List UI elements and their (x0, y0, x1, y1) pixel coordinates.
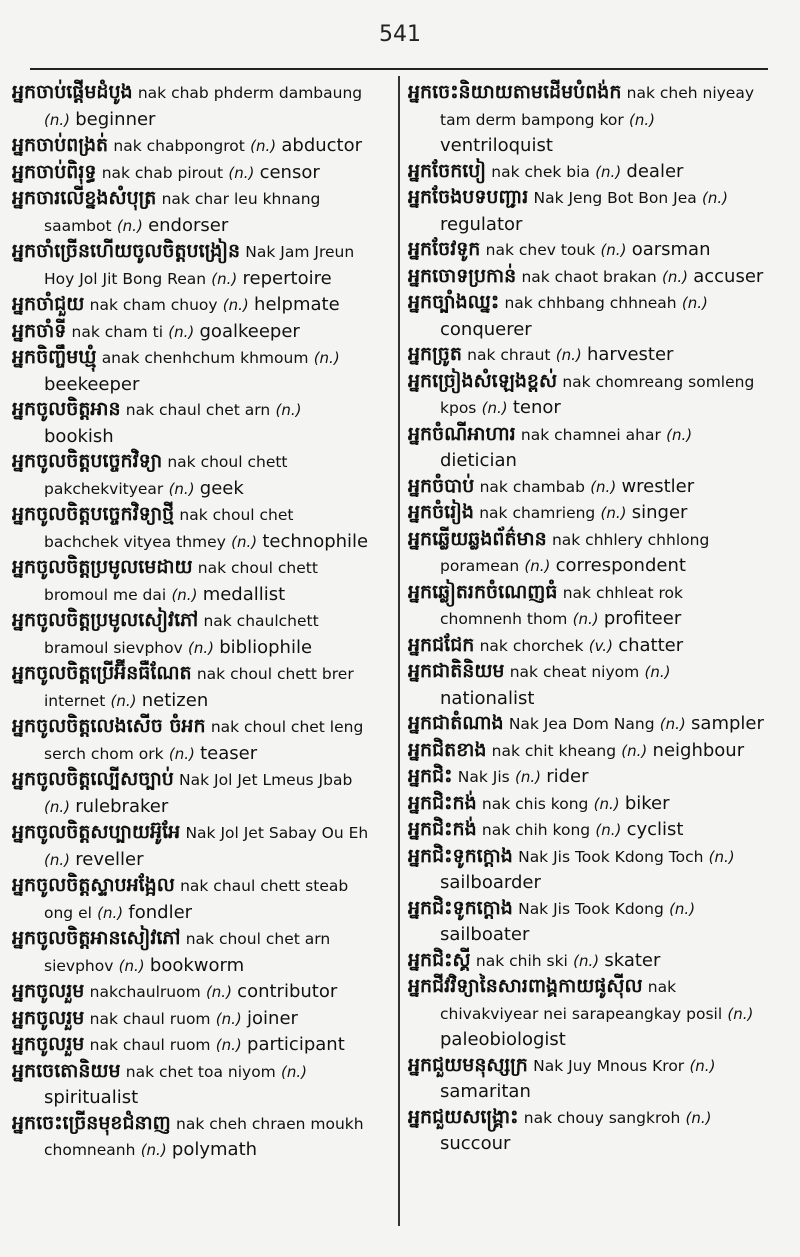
romanization: Nak Jea Dom Nang (508, 715, 655, 733)
khmer-headword: អ្នកចាំច្រើនហើយចូលចិត្តបង្រៀន (12, 240, 241, 262)
english-translation: profiteer (603, 608, 682, 629)
part-of-speech: (n.) (661, 267, 688, 286)
english-translation: joiner (247, 1007, 298, 1029)
khmer-headword: អ្នកជិតខាង (408, 738, 487, 761)
part-of-speech: (n.) (168, 479, 195, 498)
dictionary-entry (12, 555, 372, 608)
khmer-headword: អ្នកចេតោនិយម (12, 1059, 121, 1082)
romanization: nak cheh chraen moukh chomneanh (44, 1114, 364, 1159)
dictionary-entry (12, 345, 372, 397)
khmer-headword: អ្នកចាំទី (12, 319, 67, 342)
romanization: nak chamrieng (479, 504, 596, 522)
part-of-speech: (v.) (588, 636, 613, 655)
english-translation: wrestler (621, 475, 695, 497)
romanization: nak chis kong (481, 794, 589, 813)
english-translation: endorser (148, 214, 229, 236)
english-translation: accuser (693, 265, 764, 287)
english-translation: reveller (75, 848, 144, 870)
english-translation: oarsman (631, 239, 711, 260)
part-of-speech: (n.) (44, 110, 70, 129)
dictionary-entry (12, 1006, 372, 1033)
khmer-headword: អ្នកចំបាប់ (408, 474, 475, 497)
khmer-headword: អ្នកចូលចិត្តប្រមូលមេដាយ (12, 556, 193, 578)
english-translation: abductor (281, 135, 363, 156)
khmer-headword: អ្នកជិះស្គី (408, 948, 471, 971)
english-translation: sampler (691, 713, 764, 734)
dictionary-entry (408, 711, 768, 738)
romanization: nak chabpongrot (113, 137, 245, 155)
part-of-speech: (n.) (116, 216, 143, 235)
english-translation: bookworm (149, 954, 245, 976)
romanization: nak chab phderm dambaung (137, 84, 363, 102)
khmer-headword: អ្នកជីវវិទ្យានៃសារពាង្គកាយផូស៊ីល (408, 975, 643, 997)
khmer-headword: អ្នកចូលចិត្តស្ទាបអង្អែល (12, 874, 175, 896)
dictionary-entry (408, 764, 768, 791)
dictionary-entry (408, 80, 768, 159)
khmer-headword: អ្នកចោទប្រកាន់ (408, 264, 517, 287)
english-translation: spiritualist (44, 1087, 139, 1108)
part-of-speech: (n.) (514, 768, 541, 786)
part-of-speech: (n.) (628, 110, 655, 129)
dictionary-entry (408, 948, 768, 975)
romanization: nak chek bia (491, 162, 590, 181)
english-translation: contributor (237, 981, 338, 1002)
dictionary-entry (12, 873, 372, 926)
dictionary-entry (408, 1053, 768, 1105)
english-translation: ventriloquist (440, 135, 553, 156)
part-of-speech: (n.) (313, 349, 340, 367)
english-translation: goalkeeper (199, 320, 300, 342)
romanization: Nak Jis Took Kdong (518, 899, 664, 918)
part-of-speech: (n.) (666, 425, 693, 444)
dictionary-entry (408, 896, 768, 948)
part-of-speech: (n.) (600, 241, 627, 259)
romanization: Nak Jol Jet Sabay Ou Eh (185, 824, 369, 842)
part-of-speech: (n.) (228, 163, 255, 182)
part-of-speech: (n.) (702, 189, 729, 207)
part-of-speech: (n.) (250, 137, 277, 155)
dictionary-entry (408, 844, 768, 896)
khmer-headword: អ្នកចំណីអាហារ (408, 422, 516, 445)
english-translation: medallist (202, 583, 286, 605)
romanization: nak char leu khnang saambot (44, 190, 321, 235)
part-of-speech: (n.) (708, 847, 735, 866)
khmer-headword: អ្នកចែងបទបញ្ជារ (408, 186, 529, 208)
romanization: Nak Jis (457, 768, 510, 786)
romanization: nak chih ski (475, 951, 568, 970)
khmer-headword: អ្នកជួយមនុស្សក្រ (408, 1053, 528, 1076)
english-translation: paleobiologist (440, 1029, 566, 1050)
khmer-headword: អ្នកច្បាំងឈ្នះ (408, 291, 500, 313)
part-of-speech: (n.) (231, 532, 258, 551)
romanization: nak chouy sangkroh (523, 1108, 681, 1127)
romanization: nak choul chet bachchek vityea thmey (44, 506, 294, 551)
khmer-headword: អ្នកចំរៀង (408, 501, 474, 523)
dictionary-entry (12, 820, 372, 873)
english-translation: fondler (128, 901, 193, 923)
dictionary-entry (12, 397, 372, 449)
part-of-speech: (n.) (168, 744, 195, 763)
khmer-headword: អ្នកចូលចិត្តបច្ចេកវិទ្យា (12, 450, 163, 472)
column-divider (398, 76, 400, 1226)
khmer-headword: អ្នកជិះកង់ (408, 791, 477, 814)
header-rule (30, 68, 768, 70)
dictionary-entry (408, 290, 768, 342)
khmer-headword: អ្នកជាតំណាង (408, 712, 504, 734)
part-of-speech: (n.) (555, 346, 582, 364)
english-translation: repertoire (242, 267, 332, 289)
dictionary-entry (12, 1059, 372, 1111)
dictionary-entry (408, 342, 768, 369)
english-translation: geek (199, 477, 244, 499)
english-translation: helpmate (254, 294, 340, 315)
part-of-speech: (n.) (600, 504, 627, 522)
khmer-headword: អ្នកចូលចិត្តប្រើអ៊ីនធឺណែត (12, 662, 192, 684)
dictionary-entry (12, 502, 372, 555)
romanization: nak choul chett pakchekvityear (44, 453, 288, 498)
khmer-headword: អ្នកចារលើខ្នងសំបុត្រ (12, 187, 157, 209)
khmer-headword: អ្នកច្រៀងសំឡេងខ្ពស់ (408, 369, 558, 392)
dictionary-entry (408, 474, 768, 501)
romanization: nak chev touk (485, 241, 596, 259)
dictionary-entry (12, 1032, 372, 1059)
part-of-speech: (n.) (572, 610, 599, 628)
english-translation: technophile (262, 530, 369, 552)
romanization: anak chenhchum khmoum (101, 349, 309, 367)
romanization: Nak Jam Jreun Hoy Jol Jit Bong Rean (44, 243, 355, 288)
english-translation: samaritan (440, 1081, 531, 1102)
part-of-speech: (n.) (727, 1004, 754, 1023)
english-translation: neighbour (652, 739, 745, 761)
khmer-headword: អ្នកចូលចិត្តប្រមូលសៀវភៅ (12, 609, 199, 631)
khmer-headword: អ្នកឆ្លើយឆ្លងព័ត៌មាន (408, 527, 547, 550)
romanization: Nak Juy Mnous Kror (533, 1056, 685, 1075)
khmer-headword: អ្នកជិះទូកក្តោង (408, 844, 513, 867)
english-translation: bibliophile (219, 636, 313, 658)
khmer-headword: អ្នកចិញ្ចឹមឃ្មុំ (12, 346, 97, 368)
part-of-speech: (n.) (281, 1062, 308, 1081)
part-of-speech: (n.) (215, 1036, 242, 1054)
dictionary-entry (12, 767, 372, 820)
romanization: nak chaulchett bramoul sievphov (44, 612, 319, 657)
khmer-headword: អ្នកជិះទូកក្តោង (408, 896, 513, 919)
dictionary-entry (408, 791, 768, 818)
english-translation: conquerer (440, 318, 532, 340)
english-translation: skater (604, 949, 661, 971)
part-of-speech: (n.) (689, 1056, 716, 1075)
english-translation: polymath (171, 1139, 258, 1160)
khmer-headword: អ្នកឆ្លៀតរកចំណេញធំ (408, 580, 558, 603)
khmer-headword: អ្នកចេះនិយាយតាមដើមបំពង់ក (408, 81, 622, 103)
part-of-speech: (n.) (595, 162, 622, 181)
part-of-speech: (n.) (44, 850, 70, 869)
english-translation: beginner (75, 108, 156, 130)
dictionary-entry (12, 1111, 372, 1164)
romanization: nak cham chuoy (89, 296, 218, 314)
romanization: nak chaot brakan (521, 267, 657, 286)
english-translation: singer (631, 502, 688, 523)
dictionary-entry (12, 160, 372, 187)
english-translation: bookish (44, 425, 114, 447)
english-translation: nationalist (440, 687, 535, 709)
part-of-speech: (n.) (205, 983, 232, 1001)
dictionary-entry (408, 264, 768, 291)
left-column (12, 80, 372, 1164)
dictionary-entry (408, 527, 768, 580)
part-of-speech: (n.) (481, 399, 508, 417)
romanization: nak chomreang somleng kpos (440, 372, 755, 417)
khmer-headword: អ្នកចេះច្រើនមុខជំនាញ (12, 1111, 171, 1134)
part-of-speech: (n.) (215, 1009, 242, 1028)
dictionary-entry (408, 659, 768, 711)
khmer-headword: អ្នកចូលរួម (12, 980, 85, 1002)
english-translation: tenor (512, 397, 561, 418)
dictionary-entry (408, 185, 768, 237)
part-of-speech: (n.) (524, 557, 551, 575)
romanization: Nak Jeng Bot Bon Jea (533, 189, 697, 207)
right-column (408, 80, 768, 1157)
romanization: nakchaulruom (89, 983, 201, 1001)
romanization: nak cham ti (71, 322, 164, 341)
romanization: nak chivakviyear nei sarapeangkay posil (440, 978, 723, 1023)
romanization: nak chorchek (479, 636, 584, 655)
khmer-headword: អ្នកចូលចិត្តលេងសើច ចំអក (12, 715, 206, 737)
english-translation: cyclist (626, 819, 684, 840)
dictionary-entry (12, 979, 372, 1006)
english-translation: participant (247, 1034, 345, 1055)
romanization: nak chamnei ahar (520, 425, 661, 444)
romanization: nak chhlery chhlong poramean (440, 530, 710, 575)
part-of-speech: (n.) (171, 585, 198, 604)
english-translation: correspondent (555, 555, 686, 576)
part-of-speech: (n.) (621, 741, 648, 760)
khmer-headword: អ្នកជជែក (408, 633, 475, 656)
english-translation: rulebraker (75, 795, 169, 817)
khmer-headword: អ្នកចែវទូក (408, 238, 481, 260)
romanization: nak cheat niyom (509, 663, 640, 681)
dictionary-entry (12, 133, 372, 160)
part-of-speech: (n.) (659, 715, 686, 733)
english-translation: harvester (586, 344, 674, 365)
part-of-speech: (n.) (188, 638, 214, 657)
dictionary-entry (408, 817, 768, 844)
page-number: 541 (379, 22, 421, 47)
english-translation: sailboater (440, 924, 530, 945)
part-of-speech: (n.) (140, 1141, 167, 1159)
khmer-headword: អ្នកចែកបៀ (408, 159, 487, 182)
english-translation: beekeeper (44, 373, 140, 395)
dictionary-entry (408, 974, 768, 1053)
khmer-headword: អ្នកចូលចិត្តអាន (12, 398, 121, 420)
dictionary-entry (12, 449, 372, 502)
dictionary-entry (408, 237, 768, 264)
english-translation: netizen (141, 689, 209, 711)
dictionary-entry (12, 319, 372, 346)
part-of-speech: (n.) (44, 797, 70, 816)
romanization: nak chet toa niyom (125, 1062, 276, 1081)
english-translation: regulator (440, 213, 523, 235)
english-translation: censor (259, 161, 320, 183)
khmer-headword: អ្នកជិះកង់ (408, 818, 477, 840)
romanization: nak chhbang chhneah (504, 294, 677, 312)
english-translation: biker (624, 792, 670, 814)
dictionary-entry (408, 422, 768, 474)
khmer-headword: អ្នកចាប់ផ្តើមដំបូង (12, 81, 133, 103)
part-of-speech: (n.) (118, 956, 145, 975)
english-translation: chatter (618, 634, 684, 656)
part-of-speech: (n.) (573, 951, 600, 970)
khmer-headword: អ្នកចាំជួយ (12, 293, 85, 315)
dictionary-entry (408, 580, 768, 633)
romanization: nak choul chett brer internet (44, 665, 354, 710)
english-translation: teaser (200, 742, 258, 764)
part-of-speech: (n.) (644, 663, 671, 681)
khmer-headword: អ្នកចូលរួម (12, 1033, 85, 1055)
romanization: nak chraut (467, 346, 551, 364)
part-of-speech: (n.) (681, 294, 708, 312)
english-translation: succour (440, 1133, 511, 1154)
romanization: nak choul chet leng serch chom ork (44, 718, 364, 763)
part-of-speech: (n.) (590, 477, 617, 496)
part-of-speech: (n.) (168, 322, 195, 341)
romanization: nak choul chet arn sievphov (44, 930, 331, 975)
khmer-headword: អ្នកចាប់ពង្រត់ (12, 134, 109, 156)
romanization: nak chambab (479, 477, 585, 496)
dictionary-entry (12, 239, 372, 292)
part-of-speech: (n.) (110, 691, 137, 710)
khmer-headword: អ្នកច្រូត (408, 343, 462, 365)
romanization: nak choul chett bromoul me dai (44, 559, 318, 604)
romanization: nak chaul ruom (89, 1036, 211, 1054)
khmer-headword: អ្នកជួយសង្គ្រោះ (408, 1105, 519, 1128)
part-of-speech: (n.) (97, 903, 124, 922)
part-of-speech: (n.) (595, 821, 622, 839)
romanization: nak chhleat rok chomnenh thom (440, 583, 683, 628)
part-of-speech: (n.) (222, 296, 249, 314)
romanization: nak chaul chet arn (125, 401, 271, 419)
romanization: Nak Jis Took Kdong Toch (518, 847, 704, 866)
romanization: nak cheh niyeay tam derm bampong kor (440, 84, 755, 129)
dictionary-entry (12, 608, 372, 661)
dictionary-entry (12, 714, 372, 767)
romanization: nak chaul ruom (89, 1009, 211, 1028)
khmer-headword: អ្នកចូលចិត្តបច្ចេកវិទ្យាថ្មី (12, 503, 175, 525)
part-of-speech: (n.) (685, 1108, 712, 1127)
romanization: nak chaul chett steab ong el (44, 877, 349, 922)
dictionary-entry (12, 186, 372, 239)
khmer-headword: អ្នកចូលចិត្តសប្បាយអ៊ូអែ (12, 821, 181, 843)
dictionary-entry (408, 369, 768, 422)
romanization: nak chit kheang (491, 741, 617, 760)
dictionary-entry (408, 159, 768, 186)
khmer-headword: អ្នកជាតិនិយម (408, 660, 505, 682)
english-translation: dietician (440, 450, 517, 471)
dictionary-entry (12, 661, 372, 714)
khmer-headword: អ្នកចូលចិត្តអានសៀវភៅ (12, 927, 181, 949)
part-of-speech: (n.) (593, 794, 620, 813)
khmer-headword: អ្នកចូលរួម (12, 1006, 85, 1029)
english-translation: rider (546, 766, 589, 787)
romanization: nak chab pirout (101, 163, 224, 182)
dictionary-entry (408, 1105, 768, 1157)
dictionary-entry (408, 738, 768, 765)
dictionary-entry (12, 80, 372, 133)
khmer-headword: អ្នកជិះ (408, 765, 453, 787)
romanization: Nak Jol Jet Lmeus Jbab (179, 771, 353, 789)
khmer-headword: អ្នកចាប់ពិរុទ្ធ (12, 160, 97, 183)
dictionary-entry (12, 292, 372, 319)
dictionary-entry (12, 926, 372, 979)
khmer-headword: អ្នកចូលចិត្តល្បើសច្បាប់ (12, 768, 174, 790)
english-translation: sailboarder (440, 872, 541, 893)
romanization: nak chih kong (481, 821, 591, 839)
english-translation: dealer (626, 160, 684, 182)
dictionary-entry (408, 633, 768, 660)
part-of-speech: (n.) (211, 269, 238, 288)
dictionary-entry (408, 500, 768, 527)
part-of-speech: (n.) (275, 401, 302, 419)
part-of-speech: (n.) (669, 899, 696, 918)
